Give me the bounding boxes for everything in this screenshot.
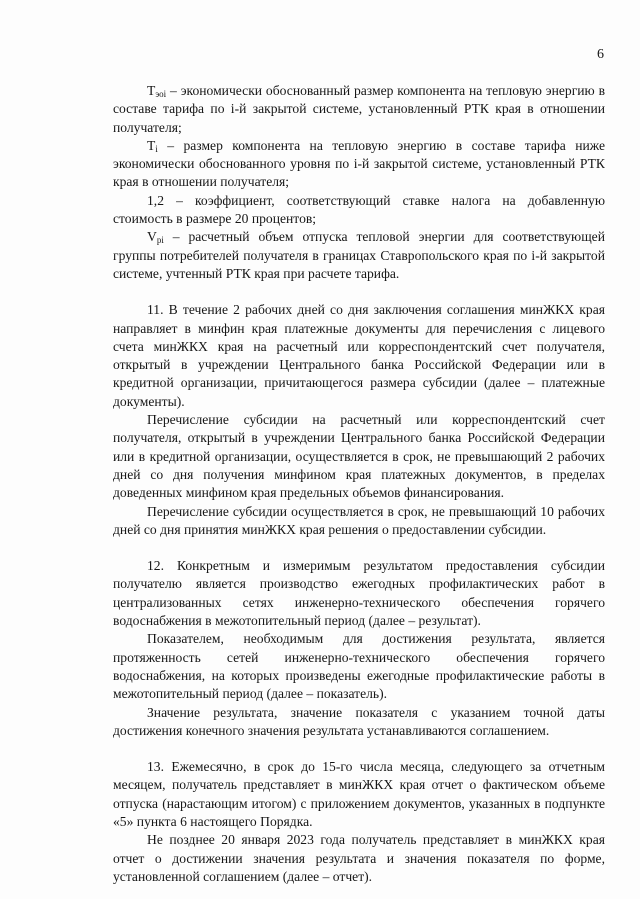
definition-symbol: T [147,137,156,153]
section-12-paragraph: Значение результата, значение показателя с указанием точной даты достижения конечного значения результата устанавливаются соглашением. [113,704,605,738]
definition-symbol: T [147,83,156,98]
section-11-paragraph: Перечисление субсидии осуществляется в срок, не превышающий 10 рабочих дней со дня принятия минЖКХ края решения о предоставлении субсидии. [113,503,605,537]
definition-subscript: i [155,143,158,154]
definition-text: – расчетный объем отпуска тепловой энергии для соответствующей группы потребителей получателя в границах Ставропольского края по i-й закрытой системе, учтенный РТК края при расчете тарифа. [113,229,605,281]
section-11-paragraph: Перечисление субсидии на расчетный или корреспондентский счет получателя, открытый в учреждении Центрального банка Российской Федерации или в кредитной организации, осуществляется в срок, не превышающий 2 рабочих дней со дня получения минфином края платежных документов, в пределах доведенных минфином края предельных объемов финансирования. [113,412,605,501]
section-13-paragraph: 13. Ежемесячно, в срок до 15-го числа месяца, следующего за отчетным месяцем, получатель представляет в минЖКХ края отчет о фактическом объеме отпуска (нарастающим итогом) с приложением документов, указанных в подпункте «5» пункта 6 настоящего Порядка. [113,759,605,829]
definition-paragraph [113,228,605,283]
section-11 [113,301,605,539]
section-12-paragraph: 12. Конкретным и измеримым результатом предоставления субсидии получателю является производство ежегодных профилактических работ в централизованных сетях инженерно-технического обеспечения горячего водоснабжения в межотопительный период (далее – результат). [113,558,605,629]
definition-symbol: 1,2 [147,192,164,208]
definition-text: – экономически обоснованный размер компонента на тепловую энергию в составе тарифа по i-й закрытой системе, установленный РТК края в отношении получателя; [113,83,605,135]
definition-text: – размер компонента на тепловую энергию в составе тарифа ниже экономически обоснованного уровня по i-й закрытой системе, установленный РТК края в отношении получателя; [113,137,605,190]
document-body [113,82,605,886]
section-12 [113,557,605,740]
definition-text: – коэффициент, соответствующий ставке налога на добавленную стоимость в размере 20 процентов; [113,192,605,227]
definition-paragraph [113,82,605,137]
section-12-paragraph: Показателем, необходимым для достижения результата, является протяженность сетей инженерно-технического обеспечения горячего водоснабжения, на которых произведены ежегодные профилактические работы в межотопительный период (далее – показатель). [113,631,605,702]
definition-subscript: эoi [155,89,167,99]
definition-paragraph [113,137,605,192]
section-13 [113,758,605,886]
definition-subscript: pi [156,235,164,246]
section-11-paragraph: 11. В течение 2 рабочих дней со дня заключения соглашения минЖКХ края направляет в минфин края платежные документы для перечисления с лицевого счета минЖКХ края на расчетный или корреспондентский счет получателя, открытый в учреждении Центрального банка Российской Федерации или в кредитной организации, причитающегося размера субсидии (далее – платежные документы). [113,302,605,409]
section-13-paragraph: Не позднее 20 января 2023 года получатель представляет в минЖКХ края отчет о достижении значения результата и значения показателя по форме, установленной соглашением (далее – отчет). [113,832,605,884]
definition-paragraph [113,192,605,229]
section-gap [113,283,605,301]
definition-symbol: V [147,229,157,245]
section-gap [113,740,605,758]
page-number: 6 [597,47,604,62]
definitions-block [113,82,605,283]
section-gap [113,539,605,557]
